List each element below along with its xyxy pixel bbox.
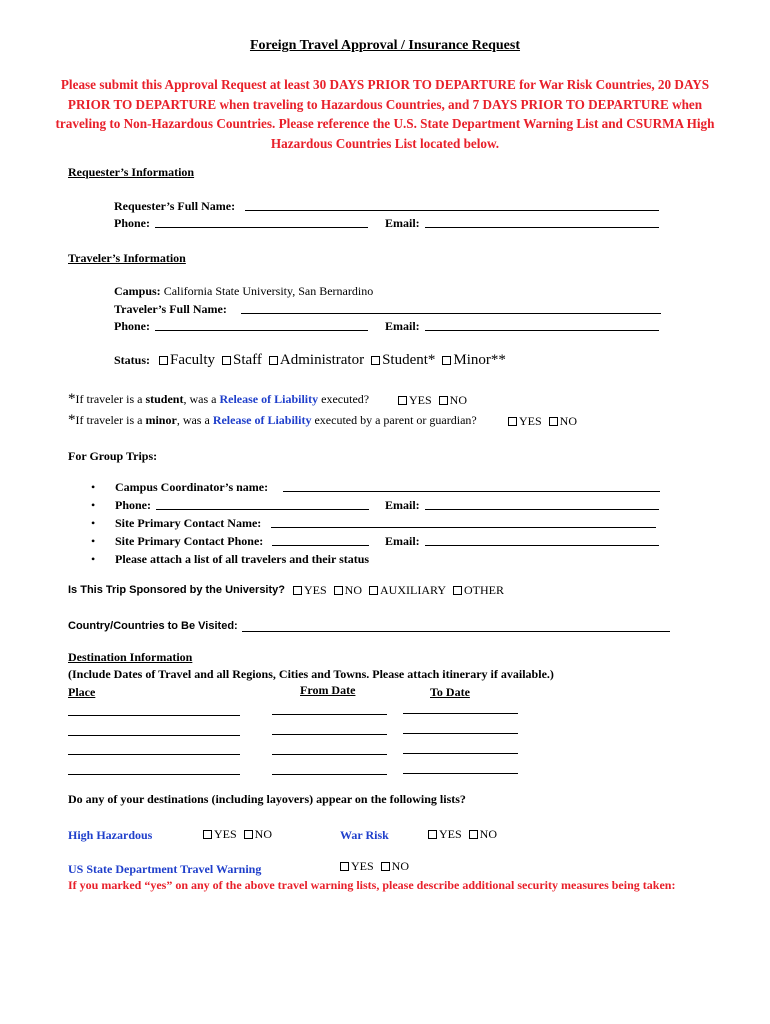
minor-release-no[interactable]: NO: [549, 414, 577, 429]
col-from-date: From Date: [300, 683, 356, 697]
sponsored-other[interactable]: OTHER: [453, 583, 504, 598]
group-phone-field[interactable]: [156, 509, 369, 510]
checkbox[interactable]: [398, 396, 407, 405]
high-hazardous-yes[interactable]: YES: [203, 827, 237, 842]
site-contact-name-label: Site Primary Contact Name:: [115, 516, 262, 530]
checkbox[interactable]: [369, 586, 378, 595]
checkbox[interactable]: [428, 830, 437, 839]
minor-release-options: [508, 414, 581, 429]
traveler-phone-field[interactable]: [155, 330, 368, 331]
student-release-yes[interactable]: YES: [398, 393, 432, 408]
group-phone-label: Phone:: [115, 498, 151, 512]
checkbox[interactable]: [381, 862, 390, 871]
place-field-1[interactable]: [68, 715, 240, 716]
checkbox[interactable]: [439, 396, 448, 405]
place-field-4[interactable]: [68, 774, 240, 775]
group-heading: For Group Trips:: [68, 449, 158, 463]
checkbox[interactable]: [159, 356, 168, 365]
checkbox[interactable]: [508, 417, 517, 426]
destination-note: (Include Dates of Travel and all Regions, Cities and Towns. Please attach itinerary if available.): [68, 667, 554, 681]
checkbox[interactable]: [453, 586, 462, 595]
traveler-email-field[interactable]: [425, 330, 659, 331]
release-of-liability-link[interactable]: Release of Liability: [219, 392, 319, 406]
attach-list-note: Please attach a list of all travelers and their status: [115, 552, 370, 566]
bullet: •: [91, 516, 96, 530]
col-to-date: To Date: [430, 685, 470, 699]
campus-value: California State University, San Bernardino: [163, 284, 374, 298]
traveler-phone-label: Phone:: [114, 319, 150, 333]
sponsored-auxiliary[interactable]: AUXILIARY: [369, 583, 446, 598]
campus-label: Campus:: [114, 284, 161, 298]
to-date-field-3[interactable]: [403, 753, 518, 754]
place-field-3[interactable]: [68, 754, 240, 755]
status-option-staff[interactable]: Staff: [222, 352, 262, 369]
student-release-no[interactable]: NO: [439, 393, 467, 408]
high-hazardous-no[interactable]: NO: [244, 827, 272, 842]
war-risk-yes[interactable]: YES: [428, 827, 462, 842]
status-option-administrator[interactable]: Administrator: [269, 352, 364, 369]
requester-phone-field[interactable]: [155, 227, 368, 228]
countries-field[interactable]: [242, 631, 670, 632]
countries-label: Country/Countries to Be Visited:: [68, 620, 238, 632]
sponsored-label: Is This Trip Sponsored by the University?: [68, 584, 285, 596]
status-option-student[interactable]: Student*: [371, 352, 435, 369]
destination-heading: Destination Information: [68, 650, 193, 664]
requester-heading: Requester’s Information: [68, 165, 195, 179]
release-of-liability-link[interactable]: Release of Liability: [212, 413, 312, 427]
from-date-field-2[interactable]: [272, 734, 387, 735]
to-date-field-2[interactable]: [403, 733, 518, 734]
coordinator-label: Campus Coordinator’s name:: [115, 480, 269, 494]
minor-release-yes[interactable]: YES: [508, 414, 542, 429]
student-release-question: *If traveler is a student, was a Release of Liability executed?: [68, 391, 370, 407]
checkbox[interactable]: [334, 586, 343, 595]
place-field-2[interactable]: [68, 735, 240, 736]
site-contact-email-label: Email:: [385, 534, 420, 548]
checkbox[interactable]: [203, 830, 212, 839]
war-risk-options: [428, 827, 501, 842]
site-contact-email-field[interactable]: [425, 545, 659, 546]
group-email-label: Email:: [385, 498, 420, 512]
checkbox[interactable]: [469, 830, 478, 839]
status-option-minor[interactable]: Minor**: [442, 352, 506, 369]
traveler-heading: Traveler’s Information: [68, 251, 186, 265]
from-date-field-1[interactable]: [272, 714, 387, 715]
from-date-field-4[interactable]: [272, 774, 387, 775]
sponsored-no[interactable]: NO: [334, 583, 362, 598]
checkbox[interactable]: [293, 586, 302, 595]
traveler-name-field[interactable]: [241, 313, 661, 314]
status-label: Status:: [114, 353, 151, 367]
site-contact-name-field[interactable]: [271, 527, 656, 528]
site-contact-phone-field[interactable]: [272, 545, 369, 546]
group-email-field[interactable]: [425, 509, 659, 510]
status-option-faculty[interactable]: Faculty: [159, 352, 215, 369]
security-measures-question: If you marked “yes” on any of the above travel warning lists, please describe additional security measures being taken:: [68, 878, 676, 892]
bullet: •: [91, 498, 96, 512]
campus-row: [114, 284, 373, 299]
status-row: [114, 352, 510, 369]
high-hazardous-options: [203, 827, 276, 842]
site-contact-phone-label: Site Primary Contact Phone:: [115, 534, 264, 548]
lists-question: Do any of your destinations (including layovers) appear on the following lists?: [68, 792, 466, 806]
coordinator-field[interactable]: [283, 491, 660, 492]
traveler-name-label: Traveler’s Full Name:: [114, 302, 227, 316]
checkbox[interactable]: [340, 862, 349, 871]
state-dept-no[interactable]: NO: [381, 859, 409, 874]
checkbox[interactable]: [442, 356, 451, 365]
requester-email-label: Email:: [385, 216, 420, 230]
form-title: Foreign Travel Approval / Insurance Request: [249, 38, 521, 53]
minor-release-question: *If traveler is a minor, was a Release of Liability executed by a parent or guardian?: [68, 412, 477, 428]
sponsored-options: [293, 583, 508, 598]
checkbox[interactable]: [222, 356, 231, 365]
traveler-email-label: Email:: [385, 319, 420, 333]
checkbox[interactable]: [549, 417, 558, 426]
high-hazardous-label: High Hazardous: [68, 828, 153, 842]
state-dept-warning-label: US State Department Travel Warning: [68, 862, 262, 876]
war-risk-no[interactable]: NO: [469, 827, 497, 842]
checkbox[interactable]: [269, 356, 278, 365]
requester-email-field[interactable]: [425, 227, 659, 228]
student-release-options: [398, 393, 471, 408]
to-date-field-4[interactable]: [403, 773, 518, 774]
checkbox[interactable]: [244, 830, 253, 839]
checkbox[interactable]: [371, 356, 380, 365]
security-measures-field[interactable]: [68, 915, 708, 1005]
bullet: •: [91, 552, 96, 566]
requester-name-label: Requester’s Full Name:: [114, 199, 236, 213]
state-dept-yes[interactable]: YES: [340, 859, 374, 874]
from-date-field-3[interactable]: [272, 754, 387, 755]
requester-phone-label: Phone:: [114, 216, 150, 230]
sponsored-yes[interactable]: YES: [293, 583, 327, 598]
requester-name-field[interactable]: [245, 210, 659, 211]
col-place: Place: [68, 685, 96, 699]
deadline-notice: Please submit this Approval Request at least 30 DAYS PRIOR TO DEPARTURE for War Risk Countries, 20 DAYS PRIOR TO DEPARTURE when traveling to Hazardous Countries, and 7 DAYS PRIOR TO DEPARTURE when traveling to Non-Hazardous Countries. Please reference the U.S. State Department Warning List and CSURMA High Hazardous Countries List located below.: [55, 77, 715, 151]
bullet: •: [91, 480, 96, 494]
war-risk-label: War Risk: [340, 828, 389, 842]
to-date-field-1[interactable]: [403, 713, 518, 714]
state-dept-options: [340, 859, 413, 874]
bullet: •: [91, 534, 96, 548]
